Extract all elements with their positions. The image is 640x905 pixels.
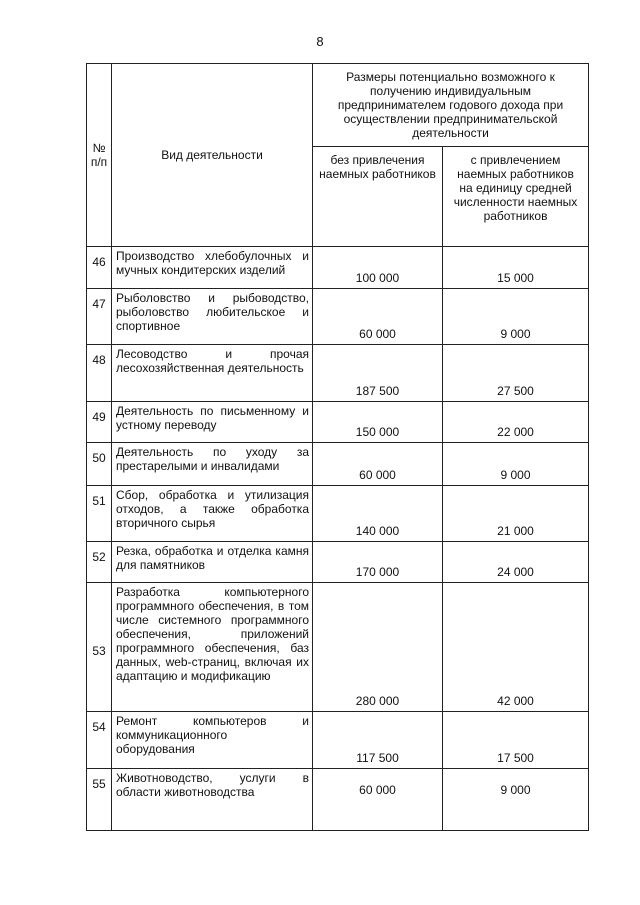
table-row [87, 712, 589, 769]
header-with-workers: с привлечением наемных работников на единицу средней численности наемных работников [443, 147, 589, 247]
row-number: 52 [87, 542, 112, 583]
row-activity: Деятельность по письменному и устному переводу [112, 402, 313, 443]
row-activity: Деятельность по уходу за престарелыми и инвалидами [112, 443, 313, 486]
row-number: 54 [87, 712, 112, 769]
row-value-without-workers: 60 000 [313, 769, 443, 831]
row-number: 53 [87, 583, 112, 712]
row-value-without-workers: 150 000 [313, 402, 443, 443]
row-value-without-workers: 117 500 [313, 712, 443, 769]
row-value-without-workers: 60 000 [313, 289, 443, 345]
header-income-group: Размеры потенциально возможного к получению индивидуальным предпринимателем годового дохода при осуществлении предпринимательской деятельности [313, 64, 589, 147]
row-value-with-workers: 22 000 [443, 402, 589, 443]
row-number: 51 [87, 486, 112, 542]
row-activity: Резка, обработка и отделка камня для памятников [112, 542, 313, 583]
row-value-with-workers: 21 000 [443, 486, 589, 542]
table-row [87, 247, 589, 289]
table-row [87, 583, 589, 712]
row-activity: Животноводство, услуги в области животноводства [112, 769, 313, 831]
table-row [87, 542, 589, 583]
header-number: № п/п [87, 64, 112, 247]
row-number: 55 [87, 769, 112, 831]
row-activity: Рыболовство и рыбоводство, рыболовство любительское и спортивное [112, 289, 313, 345]
row-value-with-workers: 24 000 [443, 542, 589, 583]
row-value-without-workers: 140 000 [313, 486, 443, 542]
table-row [87, 486, 589, 542]
row-activity: Производство хлебобулочных и мучных кондитерских изделий [112, 247, 313, 289]
income-table [86, 63, 589, 831]
row-value-without-workers: 60 000 [313, 443, 443, 486]
table-row [87, 443, 589, 486]
header-row-top [87, 64, 589, 147]
table-row [87, 769, 589, 831]
row-activity: Лесоводство и прочая лесохозяйственная деятельность [112, 345, 313, 402]
page-number: 8 [316, 34, 324, 49]
row-value-without-workers: 187 500 [313, 345, 443, 402]
row-value-with-workers: 9 000 [443, 443, 589, 486]
row-number: 46 [87, 247, 112, 289]
table-row [87, 345, 589, 402]
row-value-with-workers: 15 000 [443, 247, 589, 289]
table-row [87, 289, 589, 345]
row-activity: Разработка компьютерного программного обеспечения, в том числе системного программного обеспечения, приложений программного обеспечения, баз данных, web-страниц, включая их адаптацию и модификацию [112, 583, 313, 712]
row-value-with-workers: 9 000 [443, 769, 589, 831]
row-value-without-workers: 100 000 [313, 247, 443, 289]
header-activity: Вид деятельности [112, 64, 313, 247]
row-number: 47 [87, 289, 112, 345]
row-value-with-workers: 42 000 [443, 583, 589, 712]
header-without-workers: без привлечения наемных работников [313, 147, 443, 247]
row-number: 50 [87, 443, 112, 486]
row-value-with-workers: 27 500 [443, 345, 589, 402]
row-value-without-workers: 170 000 [313, 542, 443, 583]
row-value-with-workers: 17 500 [443, 712, 589, 769]
table-row [87, 402, 589, 443]
row-number: 48 [87, 345, 112, 402]
row-number: 49 [87, 402, 112, 443]
row-value-with-workers: 9 000 [443, 289, 589, 345]
row-value-without-workers: 280 000 [313, 583, 443, 712]
row-activity: Ремонт компьютеров и коммуникационного оборудования [112, 712, 313, 769]
row-activity: Сбор, обработка и утилизация отходов, а также обработка вторичного сырья [112, 486, 313, 542]
